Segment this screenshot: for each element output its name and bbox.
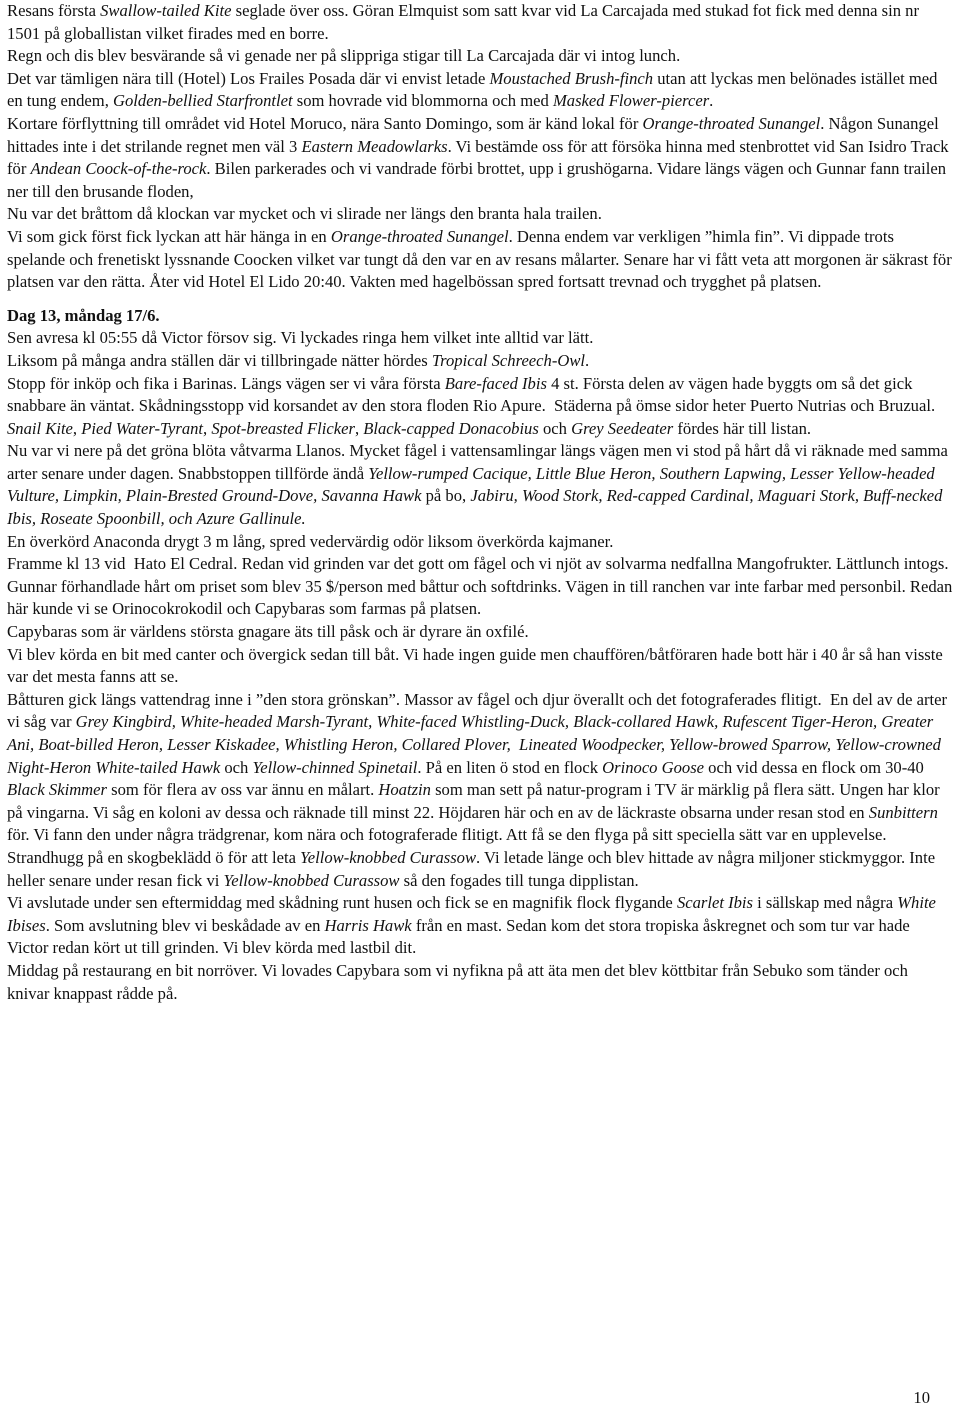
text-run: . — [585, 350, 590, 370]
text-run: från en mast. Sedan kom det stora tropiska åskregnet och som tur var hade Victor redan kört ut till grinden. Vi blev körda med lastbil dit. — [7, 915, 914, 958]
text-run: i sällskap med några — [752, 893, 898, 913]
text-run: Sen avresa kl 05:55 då Victor försov sig. Vi lyckades ringa hem vilket inte alltid var lätt. — [7, 328, 594, 348]
paragraph — [7, 440, 953, 530]
text-run: Vi blev körda en bit med canter och övergick sedan till båt. Vi hade ingen guide men chauffören/båtföraren hade bott här i 40 år så han visste var det mesta fanns att se. — [7, 644, 947, 687]
species-name: Eastern Meadowlarks — [301, 136, 448, 156]
text-run: Capybaras som är världens största gnagare äts till påsk och är dyrare än oxfilé. — [7, 622, 529, 642]
text-run: Båtturen gick längs vattendrag inne i ”den stora grönskan”. Massor av fågel och djur överallt och det fotograferades flitigt. En del av de arter vi såg var — [7, 689, 952, 732]
text-run: för. Vi fann den under några trädgrenar, kom nära och fotograferade flitigt. Att få se den flyga på sitt speciella sätt var en upplevelse. — [7, 802, 943, 845]
species-name: Tropical Schreech-Owl — [431, 350, 586, 370]
species-name: Harris Hawk — [324, 915, 412, 935]
text-run: Resans första — [7, 1, 101, 20]
species-name: White Ibises — [7, 893, 941, 935]
paragraph — [7, 892, 953, 960]
species-name: Yellow-chinned Spinetail — [252, 757, 418, 777]
text-run: . På en liten ö stod en flock — [417, 757, 603, 777]
paragraph — [7, 621, 953, 644]
paragraph — [7, 113, 953, 203]
species-name: Golden-bellied Starfrontlet — [113, 91, 293, 111]
text-run: Liksom på många andra ställen där vi tillbringade nätter hördes — [7, 350, 432, 370]
species-name: Yellow-rumped Cacique, Little Blue Heron, Southern Lapwing, Lesser Yellow-headed Vulture, Limpkin, Plain-Brested Ground-Dove, Savanna Hawk — [7, 463, 939, 506]
text-run: , — [354, 418, 364, 438]
body-text-before-heading — [7, 0, 956, 294]
text-run: Nu var vi nere på det gröna blöta våtvarma Llanos. Mycket fågel i vattensamlingar längs vägen men vi stod på hårt då vi räknade med samma arter senare under dagen. Snabbstoppen tillförde ändå — [7, 441, 953, 483]
species-name: Masked Flower-piercer — [552, 91, 710, 111]
text-run: Vi som gick först fick lyckan att här hänga in en — [7, 226, 331, 246]
paragraph — [7, 553, 957, 621]
text-run: 4 st. Första delen av vägen hade byggts om så det gick snabbare än väntat. Skådningsstopp vid korsandet av den stora floden Rio Apure. Städerna på ömse sidor heter Puerto Nutrias och Bruzual. — [7, 373, 940, 416]
body-text-after-heading — [7, 327, 957, 1005]
text-run: på bo, — [421, 486, 471, 506]
paragraph — [7, 226, 956, 294]
text-run: En överkörd Anaconda drygt 3 m lång, spred vedervärdig odör liksom överkörda kajmaner. — [7, 531, 614, 551]
page-number: 10 — [913, 1388, 930, 1407]
text-run: , — [203, 418, 212, 438]
paragraph — [7, 531, 953, 554]
text-run: Middag på restaurang en bit norröver. Vi lovades Capybara som vi nyfikna på att äta men det blev köttbitar från Sebuko som tänder och knivar knappast rådde på. — [7, 960, 913, 1003]
paragraph — [7, 45, 953, 68]
species-name: Orange-throated Sunangel — [330, 226, 509, 246]
paragraph — [7, 847, 953, 892]
species-name: Scarlet Ibis — [676, 893, 753, 913]
text-run: Strandhugg på en skogbeklädd ö för att leta — [7, 847, 301, 867]
species-name: Andean Coock-of-the-rock — [30, 159, 207, 179]
text-run: fördes här till listan. — [673, 418, 812, 438]
species-name: Moustached Brush-finch — [489, 68, 654, 88]
paragraph — [7, 0, 953, 45]
text-run: . Vi bestämde oss för att försöka hinna med stenbrottet vid San Isidro Track för — [7, 136, 953, 179]
text-run: seglade över oss. Göran Elmquist som satt kvar vid La Carcajada med stukad fot fick med denna sin nr 1501 på globallistan vilket firades med en borre. — [7, 1, 924, 43]
text-run: Stopp för inköp och fika i Barinas. Längs vägen ser vi våra första — [7, 373, 445, 393]
text-run: och — [220, 757, 253, 777]
day-heading: Dag 13, måndag 17/6. — [7, 305, 160, 325]
text-run: och — [538, 418, 572, 438]
paragraph — [7, 327, 953, 350]
document-page — [7, 0, 957, 1005]
text-run: och vid dessa en flock om 30-40 — [704, 757, 928, 777]
species-name: Yellow-knobbed Curassow — [300, 847, 477, 867]
paragraph — [7, 689, 953, 847]
text-run: . Som avslutning blev vi beskådade av en — [45, 915, 325, 935]
species-name: Snail Kite — [7, 418, 73, 438]
paragraph — [7, 350, 953, 373]
species-name: Black-capped Donacobius — [363, 418, 539, 438]
species-name: Pied Water-Tyrant — [81, 418, 204, 438]
paragraph — [7, 644, 953, 689]
paragraph — [7, 68, 953, 113]
text-run: . Vi letade länge och blev hittade av några miljoner stickmyggor. Inte heller senare under resan fick vi — [7, 847, 940, 890]
text-run: . Någon Sunangel hittades inte i det strilande regnet men väl 3 — [7, 113, 943, 156]
text-run: Nu var det bråttom då klockan var mycket och vi slirade ner längs den branta hala trailen. — [7, 204, 602, 224]
text-run: . Bilen parkerades och vi vandrade förbi brottet, upp i grushögarna. Vidare längs vägen och Gunnar fann trailen ner till den brusande floden, — [7, 159, 951, 201]
text-run: som man sett på natur-program i TV är märklig på flera sätt. Ungen har klor på vingarna. Vi såg en koloni av dessa och räknade till minst 22. Höjdaren här och en av de läckraste obsarna under resan stod en — [7, 780, 944, 822]
species-name: Yellow-knobbed Curassow — [223, 870, 400, 890]
text-run: Det var tämligen nära till (Hotel) Los Frailes Posada där vi envist letade — [7, 68, 490, 88]
text-run: som för flera av oss var ännu en målart. — [106, 780, 379, 800]
species-name: Sunbittern — [868, 802, 938, 822]
text-run: utan att lyckas men belönades istället med en tung endem, — [7, 68, 942, 111]
species-name: Grey Seedeater — [571, 418, 674, 438]
species-name: Swallow-tailed Kite — [100, 1, 232, 20]
text-run: Framme kl 13 vid Hato El Cedral. Redan vid grinden var det gott om fågel och vi njöt av solvarma nedfallna Mangofrukter. Lättlunch intogs. Gunnar förhandlade hårt om priset som blev 35 $/person med båttur och softdrinks. Vägen in till ranchen var inte farbar med personbil. Redan här kunde vi se Orinocokrokodil och Capybaras som farmas på platsen. — [7, 554, 957, 619]
species-name: Spot-breasted Flicker — [211, 418, 355, 438]
species-name: Orinoco Goose — [602, 757, 705, 777]
paragraph — [7, 373, 953, 441]
text-run: Regn och dis blev besvärande så vi genade ner på slippriga stigar till La Carcajada där vi intog lunch. — [7, 46, 681, 66]
species-name: Hoatzin — [378, 780, 431, 800]
species-name: Grey Kingbird, White-headed Marsh-Tyrant, White-faced Whistling-Duck, Black-collared Hawk, Rufescent Tiger-Heron, Greater Ani, Boat-billed Heron, Lesser Kiskadee, Whistling Heron, Collared Plover, Lineated Woodpecker, Yellow-browed Sparrow, Yellow-crowned Night-Heron White-tailed Hawk — [7, 712, 946, 777]
text-run: , — [72, 418, 82, 438]
species-name: Bare-faced Ibis — [444, 373, 547, 393]
text-run: som hovrade vid blommorna och med — [292, 91, 553, 111]
text-run: så den fogades till tunga dipplistan. — [399, 870, 639, 890]
text-run: . Denna endem var verkligen ”himla fin”. Vi dippade trots spelande och frenetiskt lyssnande Coocken vilket var tungt då den var en av resans målarter. Senare har vi fått veta att morgonen är säkrast för platsen var den rätta. Åter vid Hotel El Lido 20:40. Vakten med hagelbössan spred fortsatt trevnad och trygghet på platsen. — [7, 226, 956, 292]
text-run: Vi avslutade under sen eftermiddag med skådning runt husen och fick se en magnifik flock flygande — [7, 893, 677, 913]
paragraph — [7, 960, 953, 1005]
paragraph — [7, 203, 953, 226]
species-name: Orange-throated Sunangel — [642, 113, 821, 133]
species-name: Black Skimmer — [7, 780, 107, 800]
species-name: Jabiru, Wood Stork, Red-capped Cardinal, Maguari Stork, Buff-necked Ibis, Roseate Spoonbill, och Azure Gallinule. — [7, 486, 947, 529]
text-run: Kortare förflyttning till området vid Hotel Moruco, nära Santo Domingo, som är känd lokal för — [7, 113, 643, 133]
text-run: . — [709, 91, 714, 111]
